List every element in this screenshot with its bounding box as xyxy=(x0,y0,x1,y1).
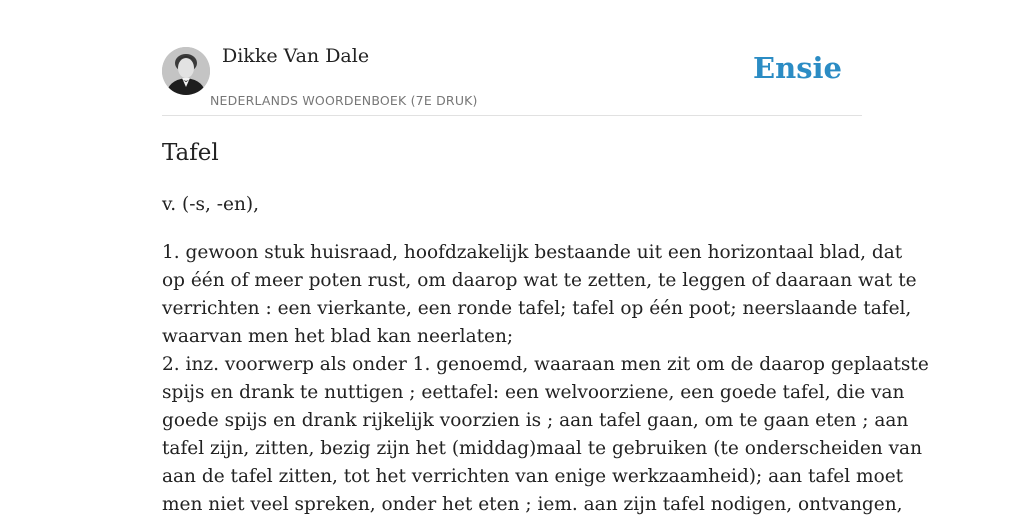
portrait-icon xyxy=(162,47,210,95)
definition-line: waarvan men het blad kan neerlaten; xyxy=(162,326,514,347)
definition-line: goede spijs en drank rijkelijk voorzien is ; aan tafel gaan, om te gaan eten ; aan xyxy=(162,410,909,431)
entry-title: Tafel xyxy=(162,140,219,166)
definition-line: verrichten : een vierkante, een ronde tafel; tafel op één poot; neerslaande tafel, xyxy=(162,298,912,319)
definition-line: tafel zijn, zitten, bezig zijn het (middag)maal te gebruiken (te onderscheiden van xyxy=(162,438,922,459)
portrait-avatar[interactable] xyxy=(162,47,210,95)
brand-logo[interactable]: Ensie xyxy=(753,51,842,85)
definition-line: 1. gewoon stuk huisraad, hoofdzakelijk bestaande uit een horizontaal blad, dat xyxy=(162,242,903,263)
definition-line: op één of meer poten rust, om daarop wat te zetten, te leggen of daaraan wat te xyxy=(162,270,917,291)
source-subtitle[interactable]: NEDERLANDS WOORDENBOEK (7E DRUK) xyxy=(210,93,478,108)
definition-line: spijs en drank te nuttigen ; eettafel: een welvoorziene, een goede tafel, die van xyxy=(162,382,905,403)
header xyxy=(162,0,862,116)
page xyxy=(162,0,929,515)
entry-grammar: v. (-s, -en), xyxy=(162,194,259,215)
definition-line: aan de tafel zitten, tot het verrichten van enige werkzaamheid); aan tafel moet xyxy=(162,466,904,487)
definition-line: 2. inz. voorwerp als onder 1. genoemd, waaraan men zit om de daarop geplaatste xyxy=(162,354,929,375)
entry-definition xyxy=(162,239,929,519)
source-name[interactable]: Dikke Van Dale xyxy=(222,45,370,67)
definition-line: men niet veel spreken, onder het eten ; iem. aan zijn tafel nodigen, ontvangen, xyxy=(162,494,903,515)
